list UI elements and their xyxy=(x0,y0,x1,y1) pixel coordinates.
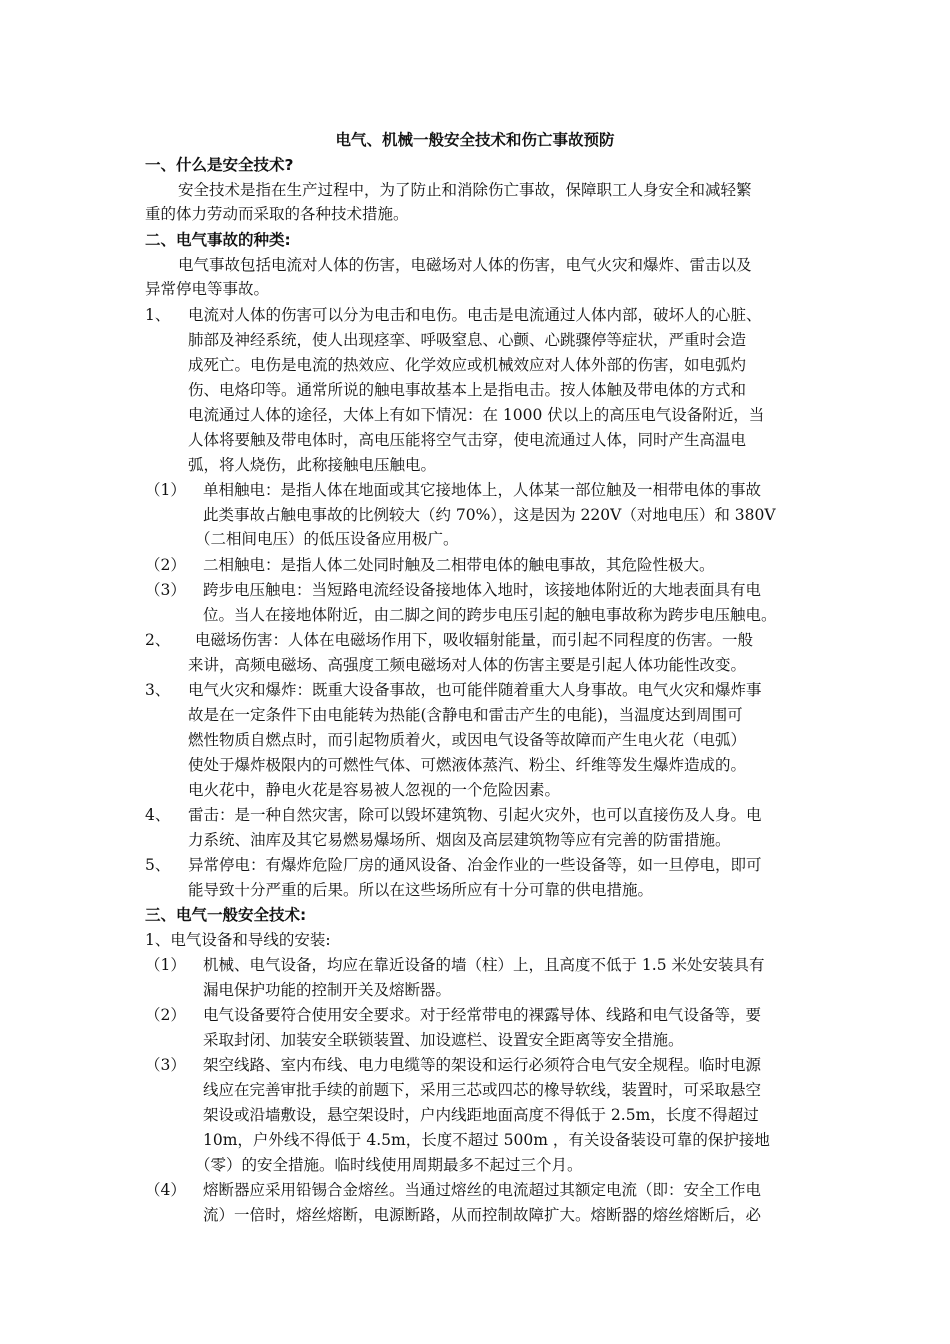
list-item-line: 弧，将人烧伤，此称接触电压触电。 xyxy=(188,456,437,474)
list-item-line: 燃性物质自燃点时，而引起物质着火，或因电气设备等故障而产生电火花（电弧） xyxy=(188,731,747,749)
sub-list-line: 流）一倍时，熔丝熔断，电源断路，从而控制故障扩大。熔断器的熔丝熔断后，必 xyxy=(203,1206,762,1224)
list-item-line: 电流对人体的伤害可以分为电击和电伤。电击是电流通过人体内部，破坏人的心脏、 xyxy=(188,306,762,324)
list-number: 2、 xyxy=(145,631,171,649)
list-item-line: 使处于爆炸极限内的可燃性气体、可燃液体蒸汽、粉尘、纤维等发生爆炸造成的。 xyxy=(188,756,747,774)
list-item-line: 电流通过人体的途径，大体上有如下情况：在 1000 伏以上的高压电气设备附近，当 xyxy=(188,406,765,424)
list-number: 5、 xyxy=(145,856,171,874)
sub-list-line: 机械、电气设备，均应在靠近设备的墙（柱）上，且高度不低于 1.5 米处安装具有 xyxy=(203,956,765,974)
sub-heading: 1、电气设备和导线的安装: xyxy=(145,931,331,949)
sub-list-line: 线应在完善审批手续的前题下，采用三芯或四芯的橡导软线，装置时，可采取悬空 xyxy=(203,1081,762,1099)
sub-list-line: 架设或沿墙敷设，悬空架设时，户内线距地面高度不得低于 2.5m，长度不得超过 xyxy=(203,1106,759,1124)
sub-list-line: 10m，户外线不得低于 4.5m，长度不超过 500m ，有关设备装设可靠的保护接地 xyxy=(203,1131,770,1149)
sub-list-line: 架空线路、室内布线、电力电缆等的架设和运行必须符合电气安全规程。临时电源 xyxy=(203,1056,762,1074)
list-item-line: 人体将要触及带电体时，高电压能将空气击穿，使电流通过人体，同时产生高温电 xyxy=(188,431,747,449)
sub-list-line: 采取封闭、加装安全联锁装置、加设遮栏、设置安全距离等安全措施。 xyxy=(203,1031,684,1049)
list-item-line: 肺部及神经系统，使人出现痉挛、呼吸窒息、心颤、心跳骤停等症状，严重时会造 xyxy=(188,331,747,349)
section-3-heading: 三、电气一般安全技术: xyxy=(145,906,307,924)
list-item-line: 来讲，高频电磁场、高强度工频电磁场对人体的伤害主要是引起人体功能性改变。 xyxy=(188,656,747,674)
section-1-heading: 一、什么是安全技术? xyxy=(145,156,294,174)
sub-list-line: 电气设备要符合使用安全要求。对于经常带电的裸露导体、线路和电气设备等，要 xyxy=(203,1006,762,1024)
sub-list-number: （3） xyxy=(145,581,186,599)
sub-list-line: 跨步电压触电：当短路电流经设备接地体入地时，该接地体附近的大地表面具有电 xyxy=(203,581,762,599)
list-item-line: 能导致十分严重的后果。所以在这些场所应有十分可靠的供电措施。 xyxy=(188,881,654,899)
list-item-line: 电火花中，静电火花是容易被人忽视的一个危险因素。 xyxy=(188,781,561,799)
list-number: 1、 xyxy=(145,306,171,324)
sub-list-number: （1） xyxy=(145,956,186,974)
list-number: 3、 xyxy=(145,681,171,699)
sub-list-line: （二相间电压）的低压设备应用极广。 xyxy=(195,530,459,548)
sub-list-line: 位。当人在接地体附近，由二脚之间的跨步电压引起的触电事故称为跨步电压触电。 xyxy=(203,606,777,624)
paragraph-line: 电气事故包括电流对人体的伤害，电磁场对人体的伤害，电气火灾和爆炸、雷击以及 xyxy=(178,256,752,274)
sub-list-line: 单相触电：是指人体在地面或其它接地体上，人体某一部位触及一相带电体的事故 xyxy=(203,481,762,499)
sub-list-line: 漏电保护功能的控制开关及熔断器。 xyxy=(203,981,452,999)
paragraph-line: 异常停电等事故。 xyxy=(145,280,270,298)
sub-list-number: （4） xyxy=(145,1181,186,1199)
sub-list-line: 此类事故占触电事故的比例较大（约 70%），这是因为 220V（对地电压）和 380V xyxy=(203,506,776,524)
list-item-line: 电气火灾和爆炸：既重大设备事故，也可能伴随着重大人身事故。电气火灾和爆炸事 xyxy=(188,681,762,699)
sub-list-line: 熔断器应采用铅锡合金熔丝。当通过熔丝的电流超过其额定电流（即：安全工作电 xyxy=(203,1181,762,1199)
list-item-line: 力系统、油库及其它易燃易爆场所、烟囱及高层建筑物等应有完善的防雷措施。 xyxy=(188,831,731,849)
list-item-line: 成死亡。电伤是电流的热效应、化学效应或机械效应对人体外部的伤害，如电弧灼 xyxy=(188,356,747,374)
section-2-heading: 二、电气事故的种类: xyxy=(145,231,291,249)
list-item-line: 伤、电烙印等。通常所说的触电事故基本上是指电击。按人体触及带电体的方式和 xyxy=(188,381,747,399)
document-title: 电气、机械一般安全技术和伤亡事故预防 xyxy=(335,131,615,149)
paragraph-line: 安全技术是指在生产过程中，为了防止和消除伤亡事故，保障职工人身安全和减轻繁 xyxy=(178,181,752,199)
list-item-line: 故是在一定条件下由电能转为热能(含静电和雷击产生的电能)，当温度达到周围可 xyxy=(188,706,743,724)
list-item-line: 异常停电：有爆炸危险厂房的通风设备、冶金作业的一些设备等，如一旦停电，即可 xyxy=(188,856,762,874)
list-number: 4、 xyxy=(145,806,171,824)
paragraph-line: 重的体力劳动而采取的各种技术措施。 xyxy=(145,205,409,223)
sub-list-number: （2） xyxy=(145,1006,186,1024)
sub-list-line: 二相触电：是指人体二处同时触及二相带电体的触电事故，其危险性极大。 xyxy=(203,556,715,574)
list-item-line: 雷击：是一种自然灾害，除可以毁坏建筑物、引起火灾外，也可以直接伤及人身。电 xyxy=(188,806,762,824)
sub-list-number: （1） xyxy=(145,481,186,499)
sub-list-line: （零）的安全措施。临时线使用周期最多不起过三个月。 xyxy=(195,1156,583,1174)
sub-list-number: （3） xyxy=(145,1056,186,1074)
list-item-line: 电磁场伤害：人体在电磁场作用下，吸收辐射能量，而引起不同程度的伤害。一般 xyxy=(195,631,754,649)
sub-list-number: （2） xyxy=(145,556,186,574)
